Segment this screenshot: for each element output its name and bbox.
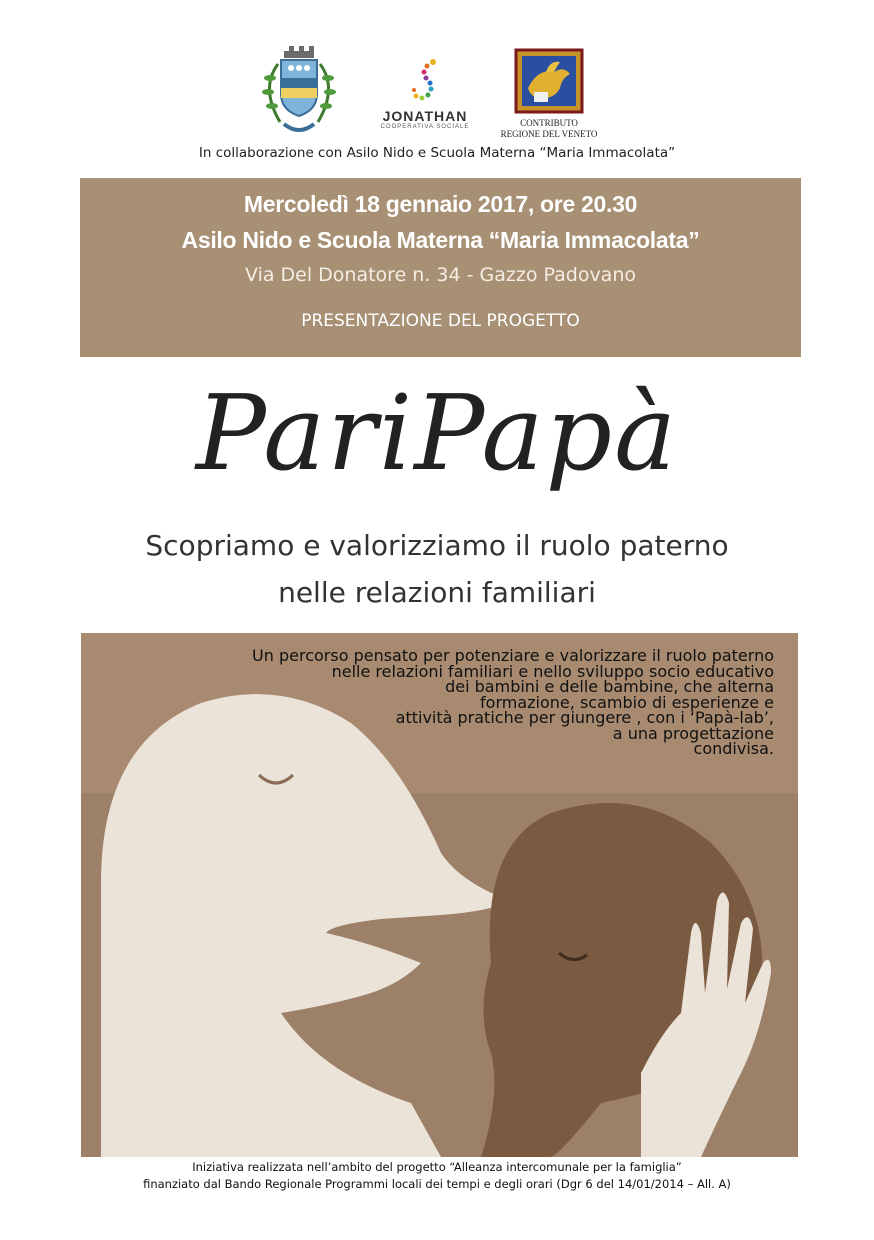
project-title: PariPapà <box>195 372 679 494</box>
event-date-time: Mercoledì 18 gennaio 2017, ore 20.30 <box>243 191 638 217</box>
description-line: attività pratiche per giungere , con i ‘Papà-lab’, <box>395 708 774 727</box>
jonathan-logo-name: JONATHAN <box>382 108 468 124</box>
jonathan-cooperative-logo <box>378 58 472 138</box>
description-line: nelle relazioni familiari e nello sviluppo socio educativo <box>331 661 774 681</box>
illustration-panel <box>81 633 798 1157</box>
veneto-caption-line1: CONTRIBUTO <box>520 118 578 128</box>
logo-row <box>0 44 874 144</box>
description-line: formazione, scambio di esperienze e <box>480 692 774 712</box>
event-presentation-label: PRESENTAZIONE DEL PROGETTO <box>301 311 580 331</box>
subtitle-line1: Scopriamo e valorizziamo il ruolo paterno <box>145 529 729 562</box>
event-info-band <box>80 178 801 357</box>
footer-funding-note: finanziato dal Bando Regionale Programmi locali dei tempi e degli orari (Dgr 6 del 14/01/2014 – All. A) <box>143 1177 731 1191</box>
subtitle-line2: nelle relazioni familiari <box>278 576 596 609</box>
regione-veneto-logo <box>498 48 600 144</box>
veneto-caption-line2: REGIONE DEL VENETO <box>500 129 598 139</box>
project-description <box>154 648 774 757</box>
jonathan-logo-subtitle: COOPERATIVA SOCIALE <box>380 124 470 130</box>
description-line: Un percorso pensato per potenziare e valorizzare il ruolo paterno <box>252 646 774 665</box>
event-address: Via Del Donatore n. 34 - Gazzo Padovano <box>244 264 636 286</box>
footer-project-note: Iniziativa realizzata nell’ambito del progetto “Alleanza intercomunale per la famiglia” <box>192 1160 682 1174</box>
description-line: dei bambini e delle bambine, che alterna <box>445 677 774 696</box>
event-venue: Asilo Nido e Scuola Materna “Maria Immacolata” <box>181 227 700 253</box>
description-line: condivisa. <box>693 739 774 758</box>
municipality-crest-logo <box>256 44 342 140</box>
description-line: a una progettazione <box>612 723 774 743</box>
collaboration-note: In collaborazione con Asilo Nido e Scuola Materna “Maria Immacolata” <box>198 145 676 161</box>
